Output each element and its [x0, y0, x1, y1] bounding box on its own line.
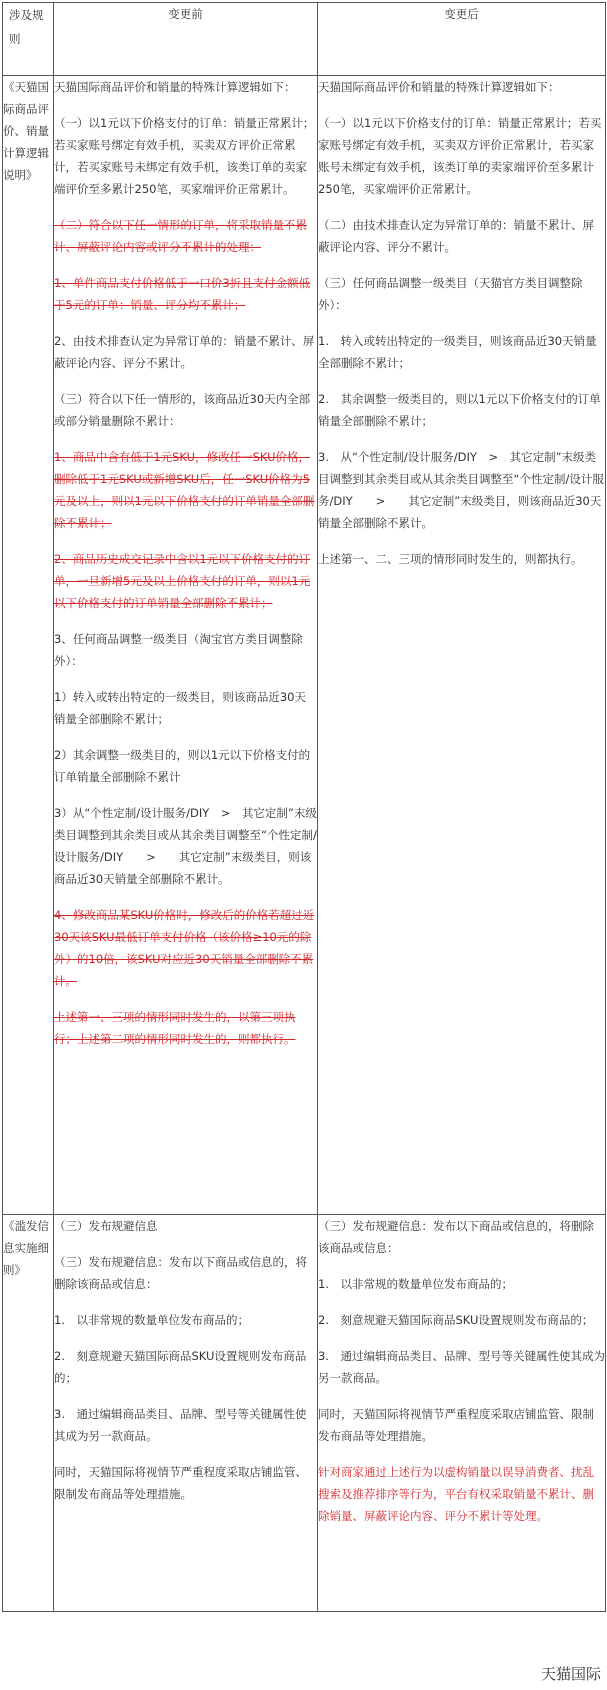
- watermark-text: 天猫国际: [540, 1665, 601, 1683]
- clause-paragraph: （二）符合以下任一情形的订单，将采取销量不累计、屏蔽评论内容或评分不累计的处理：: [54, 218, 307, 254]
- clause-paragraph: （三）任何商品调整一级类目（天猫官方类目调整除外）：: [318, 276, 583, 312]
- clause-paragraph: 1. 以非常规的数量单位发布商品的；: [318, 1277, 513, 1291]
- clause-paragraph: （一）以1元以下价格支付的订单：销量正常累计；若买家账号绑定有效手机，买卖双方评价正常累计，若买家账号未绑定有效手机，该类订单的卖家端评价至多累计250笔，买家端评价正常累计。: [54, 116, 315, 196]
- rules-change-table: [2, 2, 606, 1612]
- clause-paragraph: 针对商家通过上述行为以虚构销量以误导消费者、扰乱搜索及推荐排序等行为，平台有权采取销量不累计、删除销量、屏蔽评论内容、评分不累计等处理。: [318, 1465, 594, 1523]
- clause-paragraph: （三）符合以下任一情形的，该商品近30天内全部或部分销量删除不累计：: [54, 392, 311, 428]
- clause-paragraph: 3. 从“个性定制/设计服务/DIY > 其它定制”末级类目调整到其余类目或从其余类目调整至“个性定制/设计服务/DIY > 其它定制”末级类目，则该商品近30天销量全部删除不累计。: [318, 450, 604, 530]
- after-cell: [318, 76, 606, 1215]
- rule-name: 《滥发信息实施细则》: [3, 1215, 54, 1612]
- clause-paragraph: 1. 转入或转出特定的一级类目，则该商品近30天销量全部删除不累计；: [318, 334, 597, 370]
- clause-paragraph: 天猫国际商品评价和销量的特殊计算逻辑如下：: [54, 80, 296, 94]
- clause-paragraph: 3. 通过编辑商品类目、品牌、型号等关键属性使其成为另一款商品。: [318, 1349, 605, 1385]
- clause-paragraph: 3. 通过编辑商品类目、品牌、型号等关键属性使其成为另一款商品。: [54, 1407, 307, 1443]
- clause-paragraph: 上述第一、三项的情形同时发生的，以第三项执行；上述第二项的情形同时发生的，则都执行。: [54, 1010, 296, 1046]
- header-after: 变更后: [318, 3, 606, 76]
- before-cell: [54, 1215, 318, 1612]
- clause-paragraph: （一）以1元以下价格支付的订单：销量正常累计；若买家账号绑定有效手机，买卖双方评价正常累计，若买家账号未绑定有效手机，该类订单的卖家端评价至多累计250笔，买家端评价正常累计。: [318, 116, 602, 196]
- clause-paragraph: 同时，天猫国际将视情节严重程度采取店铺监管、限制发布商品等处理措施。: [318, 1407, 594, 1443]
- clause-paragraph: （三）发布规避信息: [54, 1219, 158, 1233]
- clause-paragraph: 3、任何商品调整一级类目（淘宝官方类目调整除外）：: [54, 632, 303, 668]
- header-rule: 涉及规则: [3, 3, 54, 76]
- clause-paragraph: 天猫国际商品评价和销量的特殊计算逻辑如下：: [318, 80, 560, 94]
- clause-paragraph: 2）其余调整一级类目的，则以1元以下价格支付的订单销量全部删除不累计: [54, 748, 311, 784]
- after-cell: [318, 1215, 606, 1612]
- clause-paragraph: 2. 其余调整一级类目的，则以1元以下价格支付的订单销量全部删除不累计；: [318, 392, 601, 428]
- clause-paragraph: 2. 刻意规避天猫国际商品SKU设置规则发布商品的；: [318, 1313, 594, 1327]
- clause-paragraph: 2. 刻意规避天猫国际商品SKU设置规则发布商品的；: [54, 1349, 307, 1385]
- clause-paragraph: 同时，天猫国际将视情节严重程度采取店铺监管、限制发布商品等处理措施。: [54, 1465, 307, 1501]
- clause-paragraph: （三）发布规避信息：发布以下商品或信息的，将删除该商品或信息：: [318, 1219, 594, 1255]
- clause-paragraph: 2、商品历史成交记录中含以1元以下价格支付的订单，一旦新增5元及以上价格支付的订单，则以1元以下价格支付的订单销量全部删除不累计；: [54, 552, 311, 610]
- clause-paragraph: 1、商品中含有低于1元SKU，修改任一SKU价格，删除低于1元SKU或新增SKU后，任一SKU价格为5元及以上，则以1元以下价格支付的订单销量全部删除不累计；: [54, 450, 315, 530]
- table-row: [3, 76, 606, 1215]
- clause-paragraph: （二）由技术排查认定为异常订单的：销量不累计、屏蔽评论内容、评分不累计。: [318, 218, 594, 254]
- clause-paragraph: 2、由技术排查认定为异常订单的：销量不累计、屏蔽评论内容、评分不累计。: [54, 334, 315, 370]
- clause-paragraph: 3）从“个性定制/设计服务/DIY > 其它定制”末级类目调整到其余类目或从其余类目调整至“个性定制/设计服务/DIY > 其它定制”末级类目，则该商品近30天销量全部删除不累计。: [54, 806, 317, 886]
- clause-paragraph: 1. 以非常规的数量单位发布商品的；: [54, 1313, 249, 1327]
- clause-paragraph: 1）转入或转出特定的一级类目，则该商品近30天销量全部删除不累计；: [54, 690, 306, 726]
- clause-paragraph: 4、修改商品某SKU价格时，修改后的价格若超过近30天该SKU最低订单支付价格（该价格≥10元的除外）的10倍，该SKU对应近30天销量全部删除不累计。: [54, 908, 315, 988]
- before-cell: [54, 76, 318, 1215]
- table-row: [3, 1215, 606, 1612]
- table-header-row: [3, 3, 606, 76]
- clause-paragraph: 上述第一、二、三项的情形同时发生的，则都执行。: [318, 552, 583, 566]
- clause-paragraph: （三）发布规避信息：发布以下商品或信息的，将删除该商品或信息：: [54, 1255, 307, 1291]
- clause-paragraph: 1、单件商品支付价格低于一口价3折且支付金额低于5元的订单：销量、评分均不累计；: [54, 276, 311, 312]
- header-before: 变更前: [54, 3, 318, 76]
- rule-name: 《天猫国际商品评价、销量计算逻辑说明》: [3, 76, 54, 1215]
